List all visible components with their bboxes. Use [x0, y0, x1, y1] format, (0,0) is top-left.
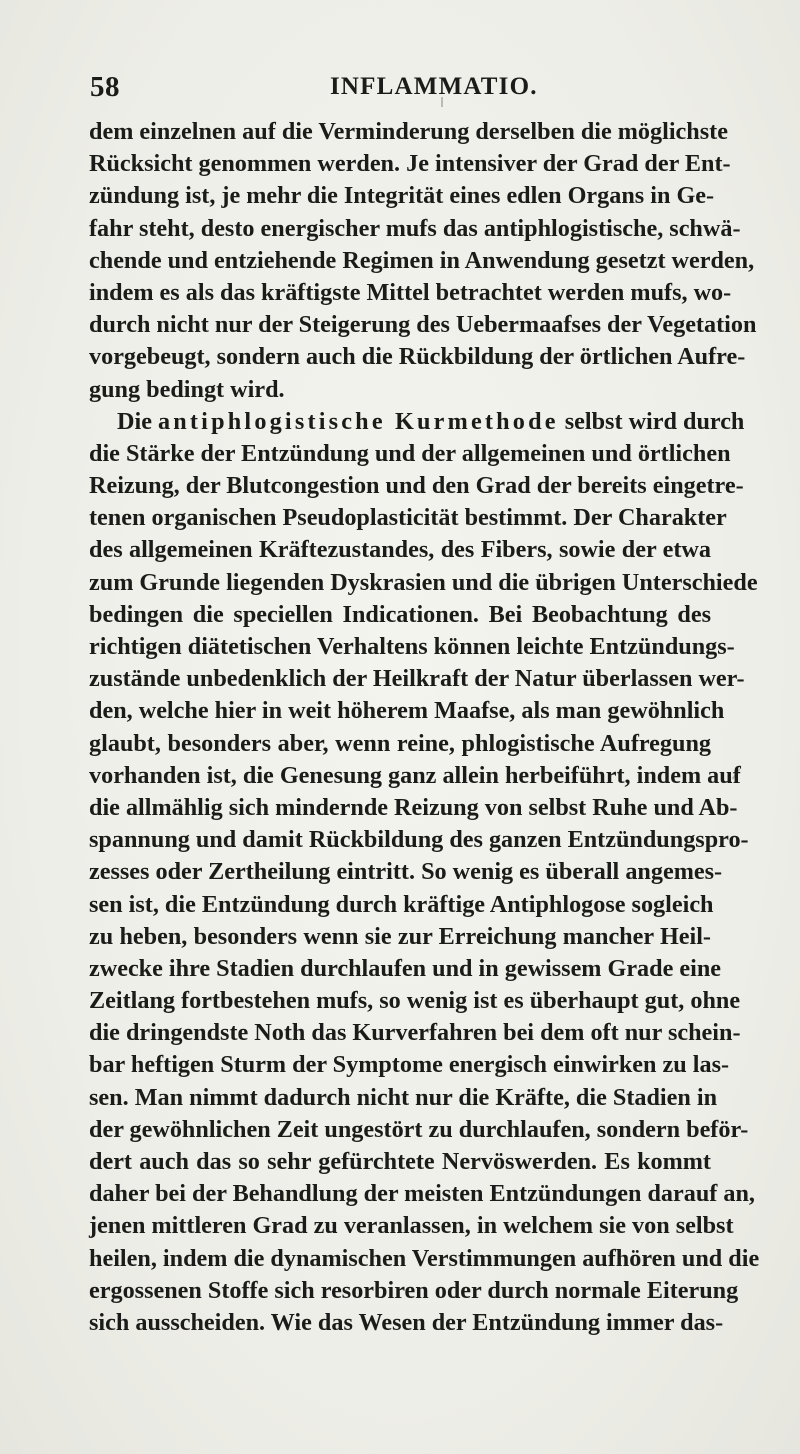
- text-line: chende und entziehende Regimen in Anwendung gesetzt werden,: [89, 246, 755, 274]
- text-line: zündung ist, je mehr die Integrität eines edlen Organs in Ge-: [89, 182, 715, 210]
- print-speck: [441, 97, 443, 107]
- text-line: zwecke ihre Stadien durchlaufen und in gewissem Grade eine: [89, 954, 722, 982]
- text-line: bar heftigen Sturm der Symptome energisch einwirken zu las-: [89, 1051, 730, 1079]
- text-line: sich ausscheiden. Wie das Wesen der Entzündung immer das-: [89, 1308, 724, 1336]
- text-line: die Stärke der Entzündung und der allgemeinen und örtlichen: [89, 439, 731, 467]
- text-line: Rücksicht genommen werden. Je intensiver der Grad der Ent-: [89, 150, 731, 178]
- paragraph-lead: Die: [117, 407, 152, 435]
- text-line: heilen, indem die dynamischen Verstimmungen aufhören und die: [89, 1244, 760, 1272]
- text-line: den, welche hier in weit höherem Maafse, als man gewöhnlich: [89, 697, 725, 725]
- text-line: zesses oder Zertheilung eintritt. So wenig es überall angemes-: [89, 858, 723, 886]
- text-line: ergossenen Stoffe sich resorbiren oder durch normale Eiterung: [89, 1276, 739, 1304]
- text-line: durch nicht nur der Steigerung des Uebermaafses der Vegetation: [89, 311, 757, 339]
- text-line: die dringendste Noth das Kurverfahren bei dem oft nur schein-: [89, 1019, 741, 1047]
- text-line: vorgebeugt, sondern auch die Rückbildung der örtlichen Aufre-: [89, 343, 746, 371]
- text-line: zu heben, besonders wenn sie zur Erreichung mancher Heil-: [89, 922, 711, 950]
- text-line: der gewöhnlichen Zeit ungestört zu durchlaufen, sondern beför-: [89, 1115, 749, 1143]
- text-line: sen ist, die Entzündung durch kräftige Antiphlogose sogleich: [89, 890, 714, 918]
- text-line: indem es als das kräftigste Mittel betrachtet werden mufs, wo-: [89, 278, 732, 306]
- body-text: [89, 116, 760, 1339]
- text-line: daher bei der Behandlung der meisten Entzündungen darauf an,: [89, 1180, 755, 1208]
- text-line: vorhanden ist, die Genesung ganz allein herbeiführt, indem auf: [89, 761, 741, 789]
- text-line: des allgemeinen Kräftezustandes, des Fibers, sowie der etwa: [89, 536, 711, 564]
- text-line: spannung und damit Rückbildung des ganzen Entzündungspro-: [89, 826, 749, 854]
- text-line: zum Grunde liegenden Dyskrasien und die übrigen Unterschiede: [89, 568, 758, 596]
- text-line: sen. Man nimmt dadurch nicht nur die Kräfte, die Stadien in: [89, 1083, 718, 1111]
- text-line: dem einzelnen auf die Verminderung derselben die möglichste: [89, 118, 728, 145]
- text-line: gung bedingt wird.: [89, 375, 285, 403]
- text-line: Reizung, der Blutcongestion und den Grad der bereits eingetre-: [89, 472, 744, 500]
- emphasized-term: antiphlogistische Kurmethode: [157, 407, 559, 435]
- text-line: glaubt, besonders aber, wenn reine, phlogistische Aufregung: [89, 729, 711, 757]
- text-line: tenen organischen Pseudoplasticität bestimmt. Der Charakter: [89, 504, 727, 532]
- running-title: INFLAMMATIO.: [330, 73, 538, 100]
- text-line: richtigen diätetischen Verhaltens können leichte Entzündungs-: [89, 633, 735, 660]
- text-line: fahr steht, desto energischer mufs das antiphlogistische, schwä-: [89, 214, 741, 242]
- text-line: jenen mittleren Grad zu veranlassen, in welchem sie von selbst: [89, 1212, 734, 1240]
- page-header: [90, 71, 710, 105]
- text-line: Zeitlang fortbestehen mufs, so wenig ist es überhaupt gut, ohne: [89, 987, 741, 1015]
- paragraph-rest: selbst wird durch: [564, 407, 745, 435]
- text-line: dert auch das so sehr gefürchtete Nervöswerden. Es kommt: [89, 1148, 711, 1175]
- paragraph-start-line: [89, 406, 745, 438]
- text-line: zustände unbedenklich der Heilkraft der Natur überlassen wer-: [89, 665, 745, 693]
- page-number: 58: [90, 71, 120, 103]
- text-line: die allmählig sich mindernde Reizung von selbst Ruhe und Ab-: [89, 793, 738, 821]
- text-line: bedingen die speciellen Indicationen. Bei Beobachtung des: [89, 600, 711, 628]
